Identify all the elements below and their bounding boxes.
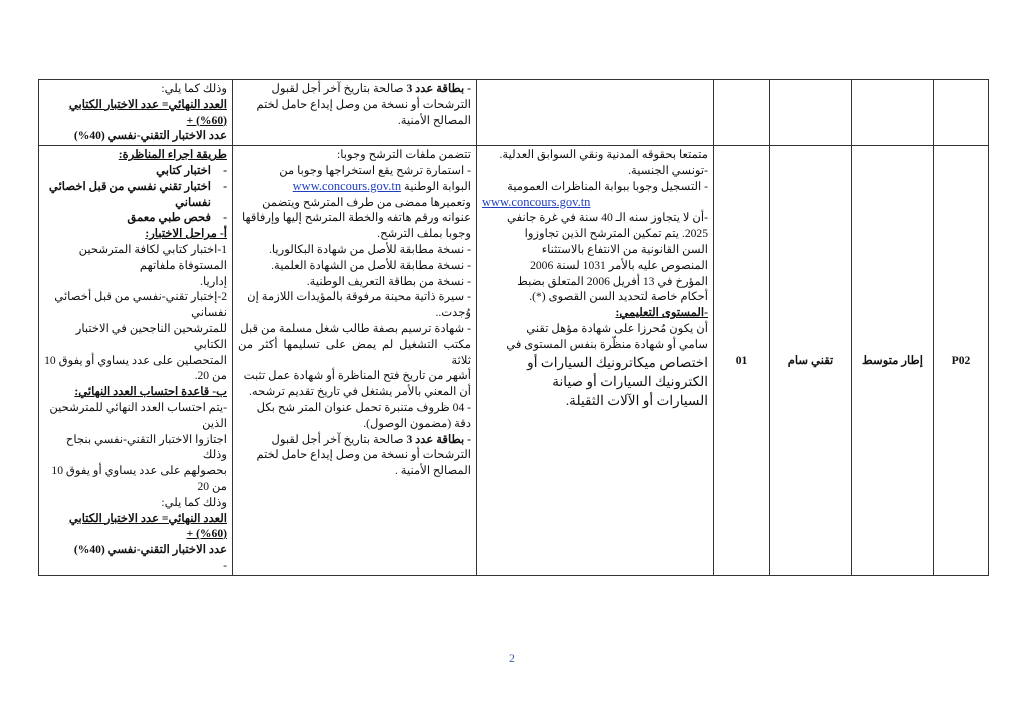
recruitment-table (38, 79, 989, 576)
final-score-formula-cont: عدد الاختبار التقني-نفسي (40%) (73, 129, 227, 143)
text-line: -تونسي الجنسية. (628, 163, 708, 177)
cell-method-continuation (39, 80, 233, 146)
cell-files: تتضمن ملفات الترشح وجوبا: - استمارة ترشح يقع استخراجها وجوبا من البوابة الوطنية www.concours.gov.tn وتعميرها ممضى من طرف المترشح ويتضمن عنوانه ورقم هاتفه والخطة المترشح إليها وإرفاقها وجوبا بملف الترشح. - نسخة مطابقة للأصل من شهادة البكالوريا. - نسخة مطابقة للأصل من الشهادة العلمية. - نسخة من بطاقة التعريف الوطنية. - سيرة ذاتية محينة مرفوقة بالمؤيدات اللازمة إن وُجدت.. - شهادة ترسيم بصفة طالب شغل مسلمة من قبل مكتب التشغيل لم يمض على تسليمها أكثر من ثلاثة أشهر من تاريخ فتح المناظرة أو شهادة عمل تثبت أن المعني بالأمر يشتغل في تاريخ تقديم ترشحه. - 04 ظروف متنبرة تحمل عنوان المتر شح بكل دقة (مضمون الوصول). - بطاقة عدد 3 صالحة بتاريخ آخر أجل لقبول الترشحات أو نسخة من وصل إيداع حامل لختم المصالح الأمنية . (233, 146, 477, 576)
text-line: - استمارة ترشح يقع استخراجها وجوبا من (279, 163, 471, 177)
cell-code: P02 (934, 146, 989, 576)
scoring-heading: ب- قاعدة احتساب العدد النهائي: (74, 385, 227, 399)
text-line: وجوبا بملف الترشح. (377, 227, 471, 241)
text-line: اختصاص ميكاترونيك السيارات أو (527, 354, 708, 370)
bullet-written-test: اختبار كتابي (156, 163, 211, 177)
concours-link[interactable]: www.concours.gov.tn (482, 194, 591, 209)
text-line: - شهادة ترسيم بصفة طالب شغل مسلمة من قبل (240, 321, 471, 335)
text-line: -يتم احتساب العدد النهائي للمترشحين الذين (49, 400, 227, 430)
cell-grade-empty (852, 80, 934, 146)
cell-count-empty (714, 80, 770, 146)
text-line: المتحصلين على عدد يساوي أو يفوق 10 من 20. (44, 353, 227, 383)
method-heading: طريقة اجراء المناظرة: (118, 148, 227, 162)
final-score-formula: العدد النهائي= عدد الاختبار الكتابي (60%) + (68, 511, 227, 541)
text-line: - نسخة مطابقة للأصل من شهادة البكالوريا. (269, 242, 471, 256)
text-line: إداريا. (200, 274, 227, 288)
text-line: 2-إختبار تقني-نفسي من قبل أخصائي نفساني (54, 290, 227, 320)
text-line: سامي أو شهادة منظّرة بنفس المستوى في (506, 337, 708, 351)
text-line: وذلك كما يلي: (161, 495, 227, 509)
text-line: - التسجيل وجوبا ببوابة المناظرات العمومية (507, 179, 708, 193)
text-line: - نسخة مطابقة للأصل من الشهادة العلمية. (271, 258, 471, 272)
text-line: 2025. يتم تمكين المترشح الذين تجاوزوا (524, 227, 708, 241)
concours-link[interactable]: www.concours.gov.tn (292, 178, 402, 193)
text-line: متمتعا بحقوقه المدنية ونقي السوابق العدلية. (499, 148, 708, 162)
text-line: مكتب التشغيل لم يمض على تسليمها أكثر من ثلاثة (238, 337, 471, 367)
text-line: -أن لا يتجاوز سنه الـ 40 سنة في غرة جانفي (506, 211, 708, 225)
text-line: أحكام خاصة لتحديد السن القصوى (*). (529, 290, 708, 304)
text-line: وُجدت.. (435, 306, 471, 320)
text-line: وتعميرها ممضى من طرف المترشح ويتضمن (262, 195, 471, 209)
text-line: المنصوص عليه بالأمر 1031 لسنة 2006 (530, 258, 708, 272)
stages-heading: أ- مراحل الاختبار: (145, 227, 227, 241)
page-number: 2 (509, 651, 515, 665)
cell-conditions-empty (477, 80, 714, 146)
text-line: عنوانه ورقم هاتفه والخطة المترشح إليها وإرفاقها (241, 211, 471, 225)
text-line: السيارات أو الآلات الثقيلة. (565, 392, 708, 408)
bullet-psych-test: اختبار تقني نفسي من قبل اخصائي (48, 179, 211, 193)
text-line: - نسخة من بطاقة التعريف الوطنية. (306, 274, 471, 288)
cell-grade: إطار متوسط (852, 146, 934, 576)
education-level-heading: -المستوى التعليمي: (615, 306, 708, 320)
text-line: - سيرة ذاتية محينة مرفوقة بالمؤيدات اللازمة إن (247, 290, 471, 304)
cell-rank-empty (770, 80, 852, 146)
text-line: المصالح الأمنية . (394, 464, 471, 478)
text-line: أن المعني بالأمر يشتغل في تاريخ تقديم ترشحه. (249, 385, 471, 399)
text-line: بحصولهم على عدد يساوي أو يفوق 10 من 20 (51, 464, 227, 493)
text-line: 1-اختبار كتابي لكافة المترشحين المستوفاة ملفاتهم (78, 242, 227, 272)
text-line: اجتازوا الاختبار التقني-نفسي بنجاح وذلك (65, 432, 227, 462)
text-line: الكترونيك السيارات أو صيانة (552, 373, 708, 389)
trailing-dash: - (223, 558, 227, 572)
text-line: المؤرخ في 13 أفريل 2006 المتعلق بضبط (517, 274, 708, 288)
text-line: البوابة الوطنية (404, 179, 471, 193)
text-line: للمترشحين الناجحين في الاختبار الكتابي (75, 321, 227, 351)
bullet-medical-exam: فحص طبي معمق (127, 211, 211, 225)
cell-method: طريقة اجراء المناظرة: -اختبار كتابي -اختبار تقني نفسي من قبل اخصائي نفساني -فحص طبي معمق أ- مراحل الاختبار: 1-اختبار كتابي لكافة المترشحين المستوفاة ملفاتهم إداريا. 2-إختبار تقني-نفسي من قبل أخصائي نفساني للمترشحين الناجحين في الاختبار الكتابي المتحصلين على عدد يساوي أو يفوق 10 من 20. ب- قاعدة احتساب العدد النهائي: -يتم احتساب العدد النهائي للمترشحين الذين اجتازوا الاختبار التقني-نفسي بنجاح وذلك بحصولهم على عدد يساوي أو يفوق 10 من 20 وذلك كما يلي: العدد النهائي= عدد الاختبار الكتابي (60%) + عدد الاختبار التقني-نفسي (40%) - (39, 146, 233, 576)
text-line: الترشحات أو نسخة من وصل إيداع حامل لختم (256, 448, 471, 462)
text-line: الترشحات أو نسخة من وصل إيداع حامل لختم (256, 97, 471, 111)
cell-code-empty (934, 80, 989, 146)
text-line: السن القانونية من الانتفاع بالاستثناء (541, 242, 708, 256)
text-line: دقة (مضمون الوصول). (363, 416, 471, 430)
cell-conditions (477, 146, 714, 576)
cell-count: 01 (714, 146, 770, 576)
cell-rank: تقني سام (770, 146, 852, 576)
final-score-formula: العدد النهائي= عدد الاختبار الكتابي (60%) + (68, 97, 227, 127)
table-row-continuation (39, 80, 989, 146)
text-line: تتضمن ملفات الترشح وجوبا: (337, 148, 471, 162)
bullet-psych-test-cont: نفساني (175, 195, 211, 209)
text-line: أن يكون مُحرزا على شهادة مؤهل تقني (526, 321, 708, 335)
table-row-p02 (39, 146, 989, 576)
text-line: المصالح الأمنية. (397, 113, 471, 127)
final-score-formula-cont: عدد الاختبار التقني-نفسي (40%) (73, 543, 227, 557)
text-line: - 04 ظروف متنبرة تحمل عنوان المتر شح بكل (256, 400, 471, 414)
text-line: أشهر من تاريخ فتح المناظرة أو شهادة عمل تثبت (243, 369, 471, 383)
text-line: وذلك كما يلي: (161, 82, 227, 95)
cell-files-continuation: - بطاقة عدد 3 صالحة بتاريخ آخر أجل لقبول الترشحات أو نسخة من وصل إيداع حامل لختم المصالح الأمنية. (233, 80, 477, 146)
